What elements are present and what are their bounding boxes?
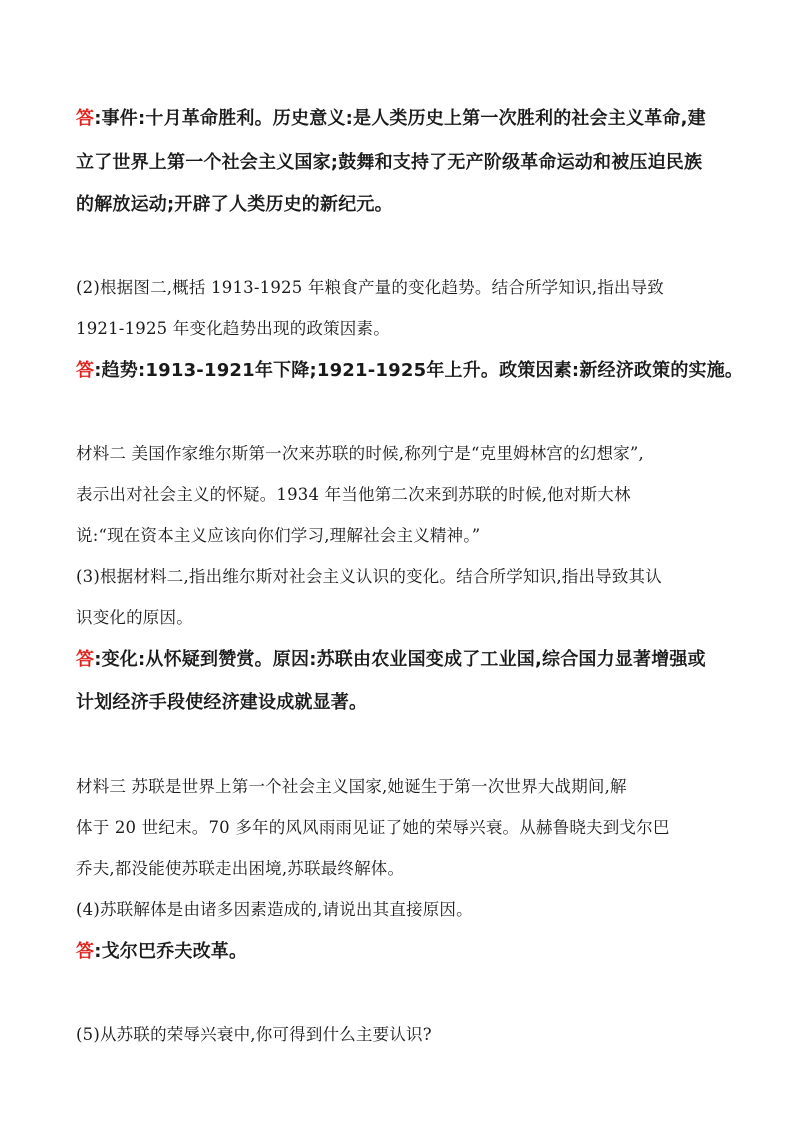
q1-answer-line-1 xyxy=(76,104,726,130)
q3-answer-line-2: 计划经济手段使经济建设成就显著。 xyxy=(76,692,368,713)
answer-label: 答 xyxy=(76,941,95,962)
q1-answer-line-3: 的解放运动;开辟了人类历史的新纪元。 xyxy=(76,194,393,215)
material3-line-1: 材料三 苏联是世界上第一个社会主义国家,她诞生于第一次世界大战期间,解 xyxy=(76,777,627,796)
q4-line: (4)苏联解体是由诸多因素造成的,请说出其直接原因。 xyxy=(76,900,473,919)
material2-line-1: 材料二 美国作家维尔斯第一次来苏联的时候,称列宁是“克里姆林宫的幻想家”, xyxy=(76,444,645,463)
material2-line-3: 说:“现在资本主义应该向你们学习,理解社会主义精神。” xyxy=(76,526,481,545)
q3-line-2: 识变化的原因。 xyxy=(76,608,193,627)
q2-line-2: 1921-1925 年变化趋势出现的政策因素。 xyxy=(76,319,390,338)
material2-line-2: 表示出对社会主义的怀疑。1934 年当他第二次来到苏联的时候,他对斯大林 xyxy=(76,485,631,504)
q1-answer-line-2: 立了世界上第一个社会主义国家;鼓舞和支持了无产阶级革命运动和被压迫民族 xyxy=(76,152,703,173)
q5-line: (5)从苏联的荣辱兴衰中,你可得到什么主要认识? xyxy=(76,1025,432,1044)
answer-label: 答 xyxy=(76,649,95,670)
q3-answer-line-1 xyxy=(76,645,726,671)
answer-text: :戈尔巴乔夫改革。 xyxy=(94,941,248,962)
q2-answer-line xyxy=(76,356,744,382)
answer-text: :变化:从怀疑到赞赏。原因:苏联由农业国变成了工业国,综合国力显著增强或 xyxy=(94,649,706,670)
q2-line-1: (2)根据图二,概括 1913-1925 年粮食产量的变化趋势。结合所学知识,指出导致 xyxy=(76,278,665,297)
material3-line-2: 体于 20 世纪末。70 多年的风风雨雨见证了她的荣辱兴衰。从赫鲁晓夫到戈尔巴 xyxy=(76,818,670,837)
material3-line-3: 乔夫,都没能使苏联走出困境,苏联最终解体。 xyxy=(76,859,405,878)
answer-text: :事件:十月革命胜利。历史意义:是人类历史上第一次胜利的社会主义革命,建 xyxy=(94,108,706,129)
q3-line-1: (3)根据材料二,指出维尔斯对社会主义认识的变化。结合所学知识,指出导致其认 xyxy=(76,567,662,586)
answer-label: 答 xyxy=(76,360,95,381)
answer-text: :趋势:1913-1921年下降;1921-1925年上升。政策因素:新经济政策的实施。 xyxy=(94,360,744,381)
q4-answer-line xyxy=(76,937,726,963)
answer-label: 答 xyxy=(76,108,95,129)
